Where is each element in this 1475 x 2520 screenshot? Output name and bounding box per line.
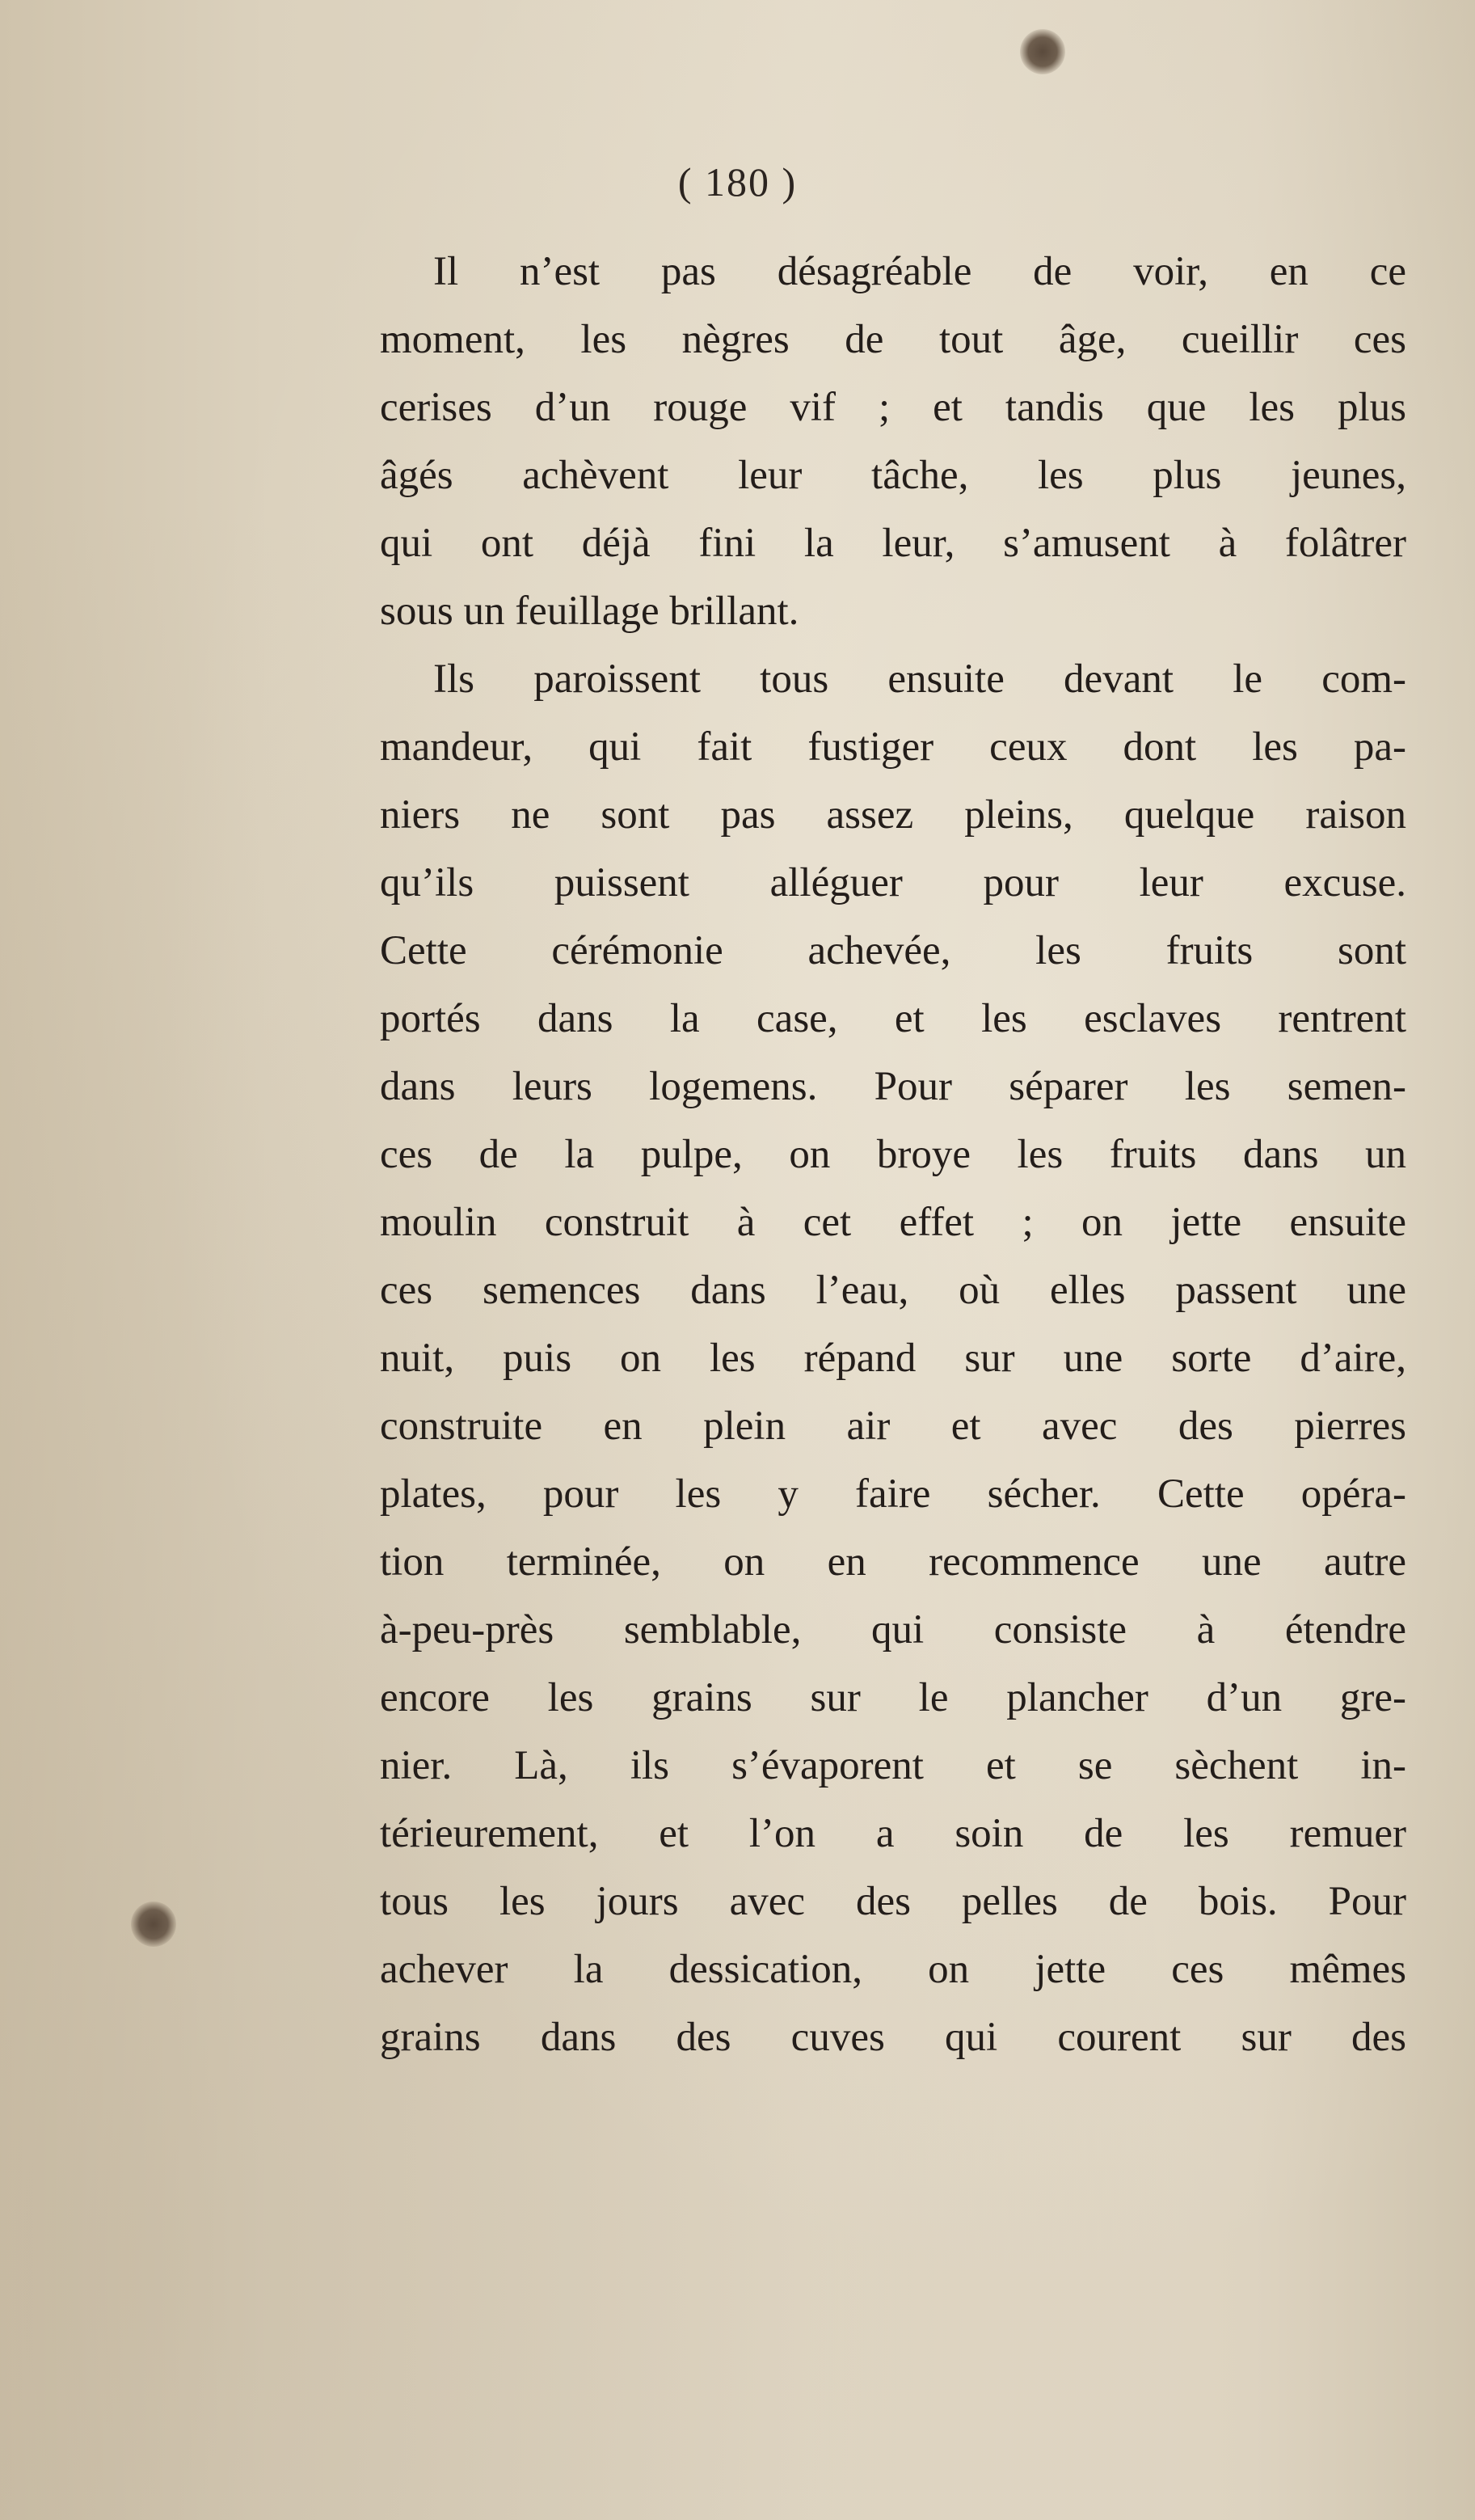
text-line: ces semences dans l’eau, où elles passent une	[380, 1268, 1406, 1313]
text-line: dans leurs logemens. Pour séparer les semen-	[380, 1064, 1406, 1109]
text-line: à-peu-près semblable, qui consiste à étendre	[380, 1607, 1406, 1653]
text-line: nier. Là, ils s’évaporent et se sèchent in-	[380, 1743, 1406, 1788]
ink-stain	[1020, 29, 1065, 74]
text-line: ces de la pulpe, on broye les fruits dans un	[380, 1132, 1406, 1177]
text-line: moment, les nègres de tout âge, cueillir ces	[380, 317, 1406, 362]
text-line: cerises d’un rouge vif ; et tandis que les plus	[380, 385, 1406, 430]
text-line: Ils paroissent tous ensuite devant le com-	[433, 656, 1406, 702]
text-line: grains dans des cuves qui courent sur des	[380, 2015, 1406, 2060]
text-line: niers ne sont pas assez pleins, quelque raison	[380, 792, 1406, 838]
text-line: âgés achèvent leur tâche, les plus jeunes,	[380, 453, 1406, 498]
text-line: térieurement, et l’on a soin de les remuer	[380, 1811, 1406, 1856]
text-line: portés dans la case, et les esclaves rentrent	[380, 996, 1406, 1041]
page-number: ( 180 )	[677, 159, 798, 205]
text-line: qui ont déjà fini la leur, s’amusent à folâtrer	[380, 521, 1406, 566]
text-line: nuit, puis on les répand sur une sorte d’aire,	[380, 1336, 1406, 1381]
text-line: encore les grains sur le plancher d’un gre-	[380, 1675, 1406, 1720]
body-text	[380, 238, 1406, 2071]
text-line: Il n’est pas désagréable de voir, en ce	[433, 249, 1406, 294]
text-line: Cette cérémonie achevée, les fruits sont	[380, 928, 1406, 973]
text-line: mandeur, qui fait fustiger ceux dont les pa-	[380, 724, 1406, 770]
text-line: sous un feuillage brillant.	[380, 589, 799, 634]
text-line: moulin construit à cet effet ; on jette ensuite	[380, 1200, 1406, 1245]
text-line: qu’ils puissent alléguer pour leur excuse.	[380, 860, 1406, 905]
text-line: construite en plein air et avec des pierres	[380, 1404, 1406, 1449]
ink-stain	[131, 1902, 176, 1947]
text-line: plates, pour les y faire sécher. Cette opéra-	[380, 1471, 1406, 1517]
text-line: achever la dessication, on jette ces mêmes	[380, 1947, 1406, 1992]
text-line: tous les jours avec des pelles de bois. Pour	[380, 1879, 1406, 1924]
text-line: tion terminée, on en recommence une autre	[380, 1539, 1406, 1585]
